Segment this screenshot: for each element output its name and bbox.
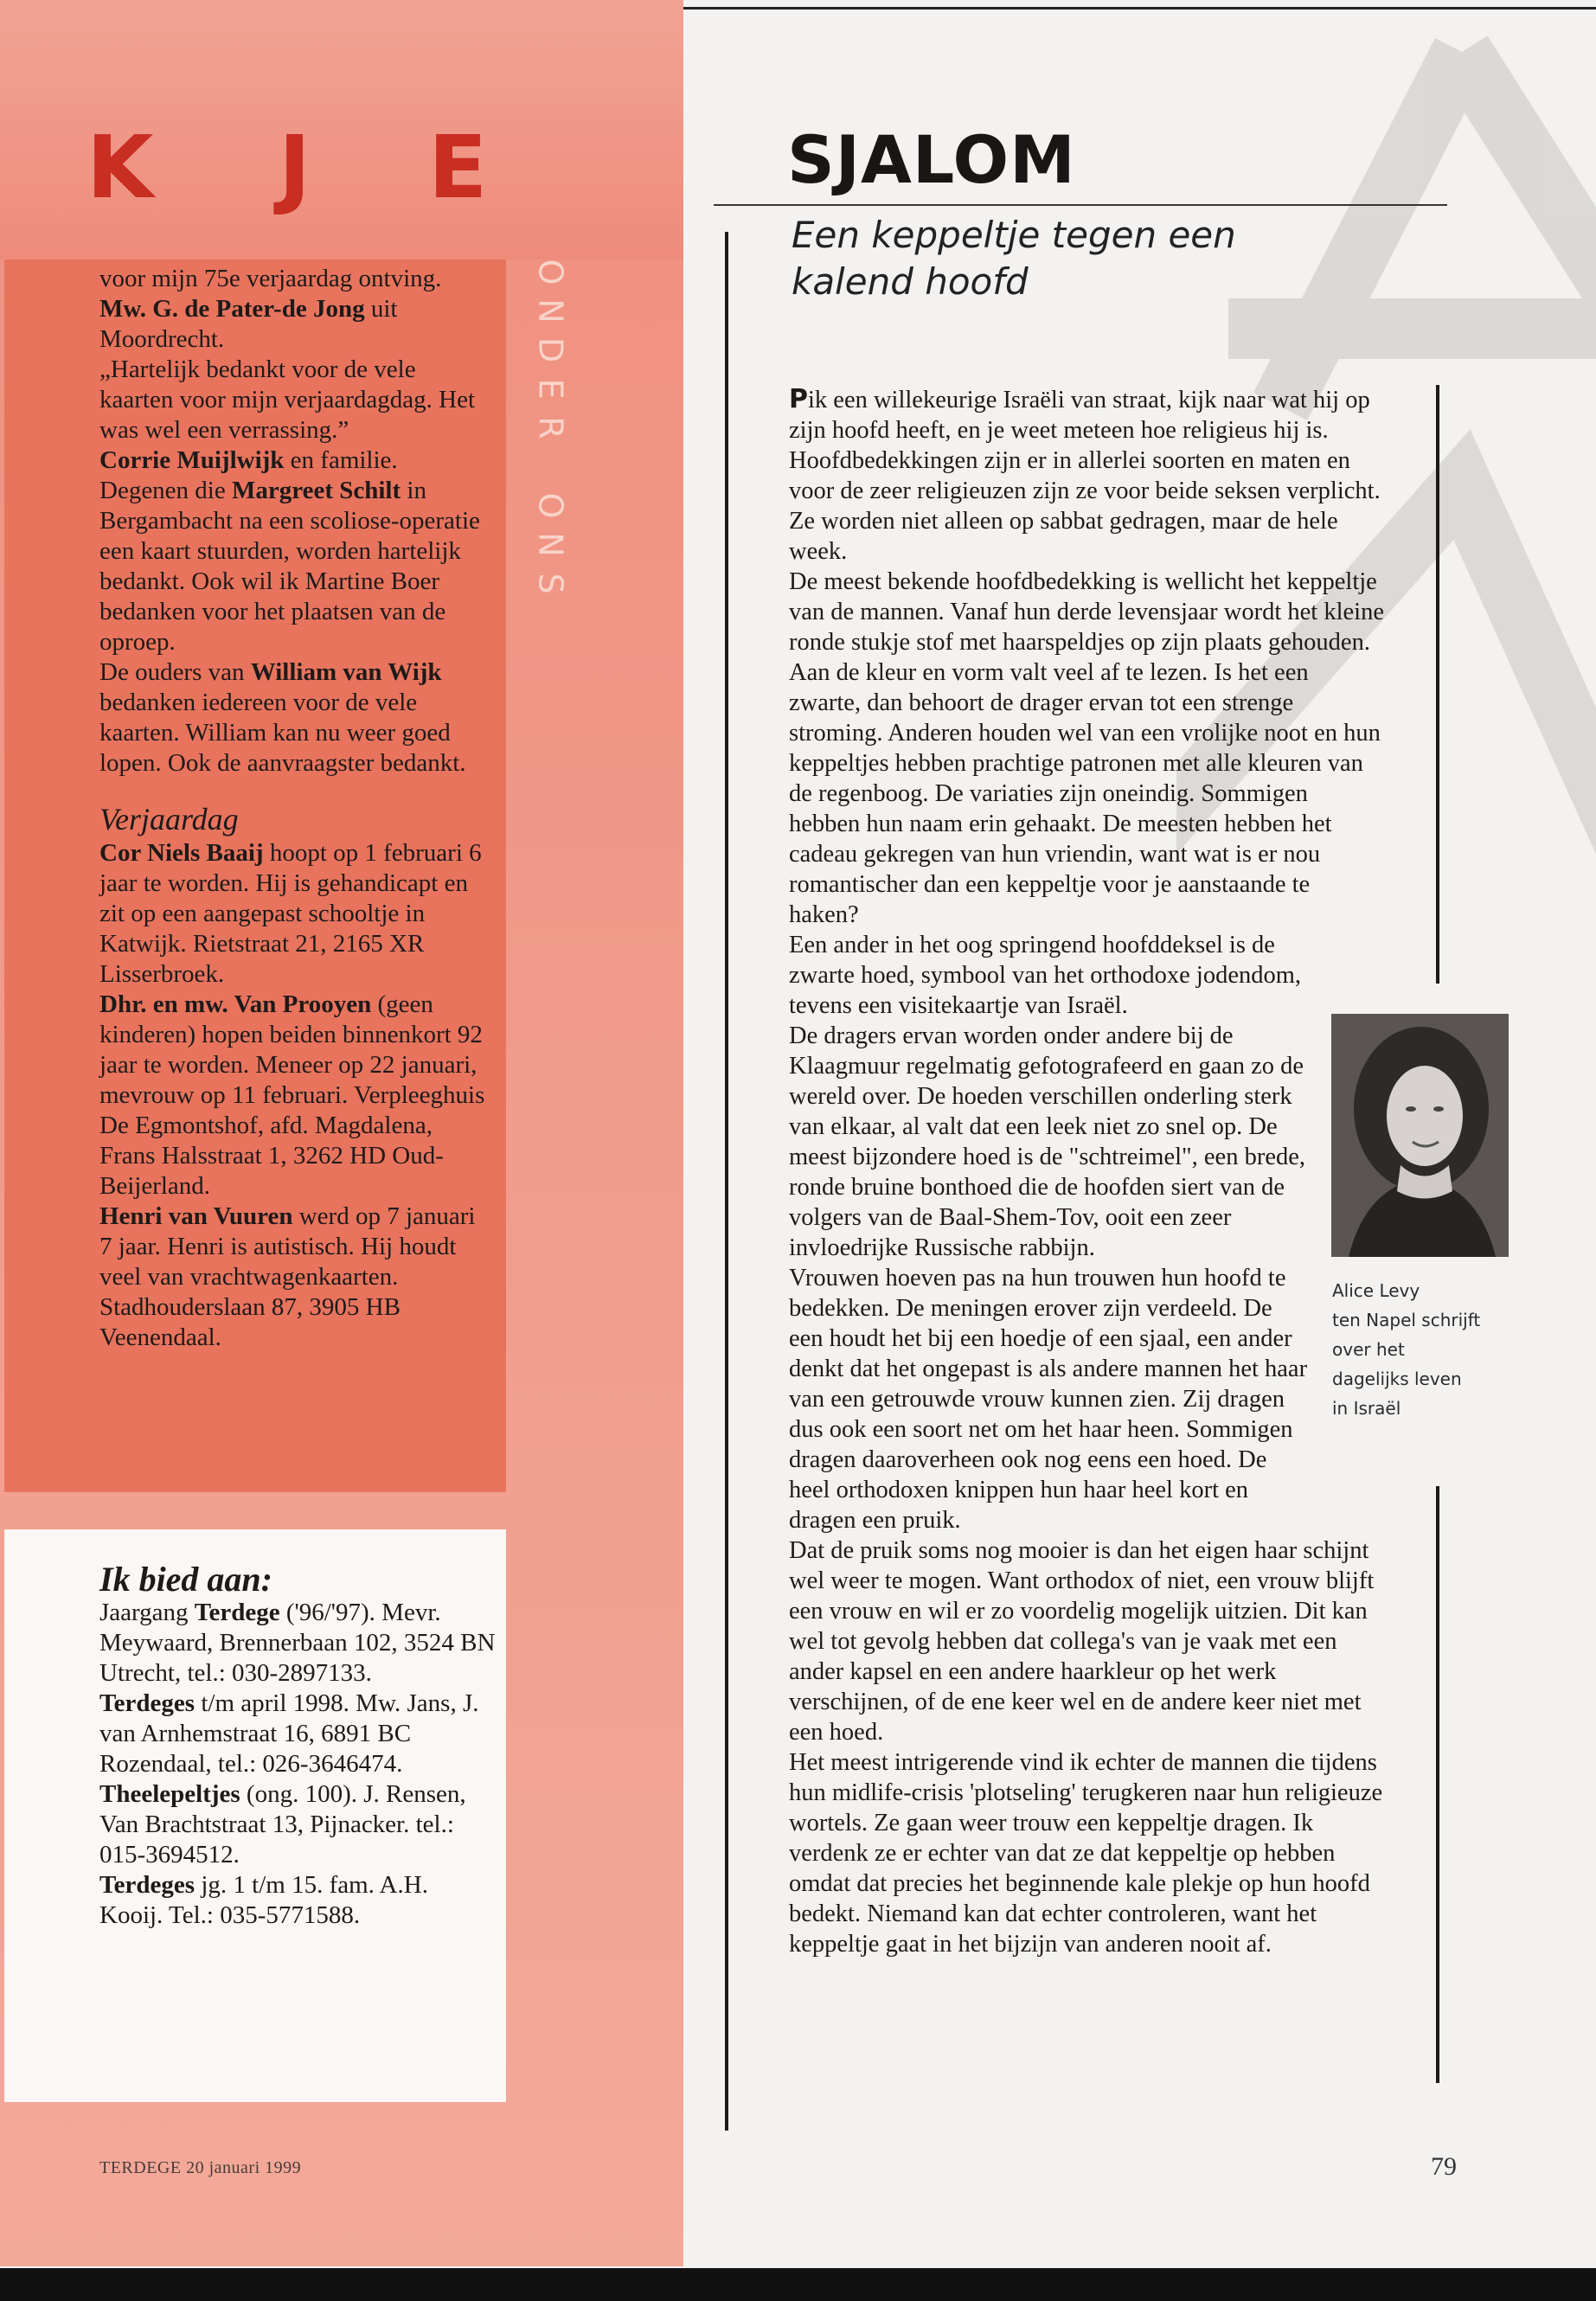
offer-entry: Jaargang Terdege ('96/'97). Mevr. Meywaard, Brennerbaan 102, 3524 BN Utrecht, tel.: 030-2897133. bbox=[99, 1599, 496, 1687]
birthday-entry: Henri van Vuuren werd op 7 januari 7 jaar. Henri is autistisch. Hij houdt veel van vrachtwagenkaarten. Stadhouderslaan 87, 3905 HB Veenendaal. bbox=[99, 1202, 476, 1351]
letter-e: E bbox=[428, 117, 488, 218]
offer-title: Ik bied aan: bbox=[99, 1560, 272, 1599]
publication-footer: TERDEGE 20 januari 1999 bbox=[99, 2158, 302, 2177]
article-paragraph: Dat de pruik soms nog mooier is dan het eigen haar schijnt wel weer te mogen. Want orthodox of niet, een vrouw blijft een vrouw en wil er zo voordelig mogelijk uitzien. Dit kan wel tot gevolg hebben dat collega's van je vaak met een ander kapsel en een andere haarkleur op het werk verschijnen, of de ene keer wel en de andere keer niet met een hoed. bbox=[789, 1537, 1375, 1746]
offer-entry: Terdeges t/m april 1998. Mw. Jans, J. van Arnhemstraat 16, 6891 BC Rozendaal, tel.: 026-3646474. bbox=[99, 1689, 479, 1778]
article-paragraph: Pik een willekeurige Israëli van straat, kijk naar wat hij op zijn hoofd heeft, en je weet meteen hoe religieus hij is. Hoofdbedekkingen zijn er in allerlei soorten en maten en voor de zeer religieuzen zijn ze voor beide seksen verplicht. Ze worden niet alleen op sabbat gedragen, maar de hele week. bbox=[789, 384, 1381, 565]
article-subtitle: Een keppeltje tegen een kalend hoofd bbox=[792, 214, 1236, 303]
article-paragraph: Het meest intrigerende vind ik echter de mannen die tijdens hun midlife-crisis 'plotseling' terugkeren naar hun religieuze wortels. Ze gaan weer trouw een keppeltje dragen. Ik verdenk ze er echter van dat ze dat keppeltje op hebben omdat dat precies het beginnende kale plekje op hun hoofd bedekt. Niemand kan dat echter controleren, want het keppeltje gaat in het bijzijn van anderen nooit af. bbox=[789, 1749, 1383, 1958]
announcement: De ouders van William van Wijk bedanken iedereen voor de vele kaarten. William kan nu weer goed lopen. Ook de aanvraagster bedankt. bbox=[99, 658, 466, 777]
announcements-column bbox=[99, 264, 489, 1353]
letter-j: J bbox=[279, 117, 311, 218]
article-heading: SJALOM bbox=[787, 121, 1076, 198]
article-body bbox=[789, 384, 1384, 1959]
announcement: Degenen die Margreet Schilt in Bergambacht na een scoliose-operatie een kaart stuurden, worden hartelijk bedankt. Ook wil ik Martine Boer bedanken voor het plaatsen van de oproep. bbox=[99, 477, 480, 656]
page-number: 79 bbox=[1431, 2152, 1457, 2181]
announcement: „Hartelijk bedankt voor de vele kaarten voor mijn verjaardagdag. Het was wel een verrassing.” bbox=[99, 356, 476, 444]
right-rule-top bbox=[1436, 385, 1439, 984]
vertical-section-label: O N D E R O N S bbox=[531, 259, 570, 594]
right-rule-bottom bbox=[1436, 1486, 1439, 2083]
announcement: voor mijn 75e verjaardag ontving. Mw. G. de Pater-de Jong uit Moordrecht. bbox=[99, 265, 442, 353]
birthday-entry: Dhr. en mw. Van Prooyen (geen kinderen) hopen beiden binnenkort 92 jaar te worden. Meneer op 22 januari, mevrouw op 11 februari. Verpleeghuis De Egmontshof, afd. Magdalena, Frans Halsstraat 1, 3262 HD Oud-Beijerland. bbox=[99, 990, 485, 1200]
author-photo bbox=[1331, 1014, 1509, 1257]
heading-rule bbox=[714, 204, 1447, 206]
drop-cap: P bbox=[789, 384, 808, 414]
offer-entry: Terdeges jg. 1 t/m 15. fam. A.H. Kooij. Tel.: 035-5771588. bbox=[99, 1871, 428, 1929]
left-rule bbox=[725, 232, 728, 2131]
article-paragraph: De meest bekende hoofdbedekking is wellicht het keppeltje van de mannen. Vanaf hun derde levensjaar wordt het kleine ronde stukje stof met haarspeldjes op zijn plaats gehouden. Aan de kleur en vorm valt veel af te lezen. Is het een zwarte, dan behoort de drager ervan tot een strenge stroming. Anderen houden wel van een vrolijke noot en hun keppeltjes hebben prachtige patronen met alle kleuren van de regenboog. De variaties zijn oneindig. Sommigen hebben hun naam erin gehaakt. De meesten hebben het cadeau gekregen van hun vriendin, want wat is er nou romantischer dan een keppeltje voor je aanstaande te haken? bbox=[789, 568, 1384, 928]
article-paragraph: Een ander in het oog springend hoofddeksel is de zwarte hoed, symbool van het orthodoxe jodendom, tevens een visitekaartje van Israël. bbox=[789, 932, 1302, 1019]
bottom-scan-border bbox=[0, 2268, 1596, 2301]
letter-k: K bbox=[87, 117, 154, 218]
article-paragraph: De dragers ervan worden onder andere bij de Klaagmuur regelmatig gefotografeerd en gaan zo de wereld over. De hoeden verschillen onderling sterk van elkaar, al valt dat een leek niet zo snel op. De meest bijzondere hoed is de "schtreimel", een brede, ronde bruine bonthoed die de hoofden siert van de volgers van de Baal-Shem-Tov, ooit een zeer invloedrijke Russische rabbijn. bbox=[789, 1022, 1305, 1261]
verjaardag-title: Verjaardag bbox=[99, 802, 239, 836]
announcement: Corrie Muijlwijk en familie. bbox=[99, 446, 398, 474]
birthday-entry: Cor Niels Baaij hoopt op 1 februari 6 jaar te worden. Hij is gehandicapt en zit op een aangepast schooltje in Katwijk. Rietstraat 21, 2165 XR Lisserbroek. bbox=[99, 839, 482, 988]
offer-column bbox=[99, 1560, 497, 1931]
photo-caption: Alice Levy ten Napel schrijft over het dagelijks leven in Israël bbox=[1332, 1280, 1481, 1419]
offer-entry: Theelepeltjes (ong. 100). J. Rensen, Van Brachtstraat 13, Pijnacker. tel.: 015-3694512. bbox=[99, 1780, 466, 1868]
article-paragraph: Vrouwen hoeven pas na hun trouwen hun hoofd te bedekken. De meningen erover zijn verdeeld. De een houdt het bij een hoedje of een sjaal, een ander denkt dat het ongepast is als andere mannen het haar van een getrouwde vrouw kunnen zien. Zij dragen dus ook een soort net om het haar heen. Sommigen dragen daaroverheen ook nog eens een hoed. De heel orthodoxen knippen hun haar heel kort en dragen een pruik. bbox=[789, 1265, 1308, 1534]
